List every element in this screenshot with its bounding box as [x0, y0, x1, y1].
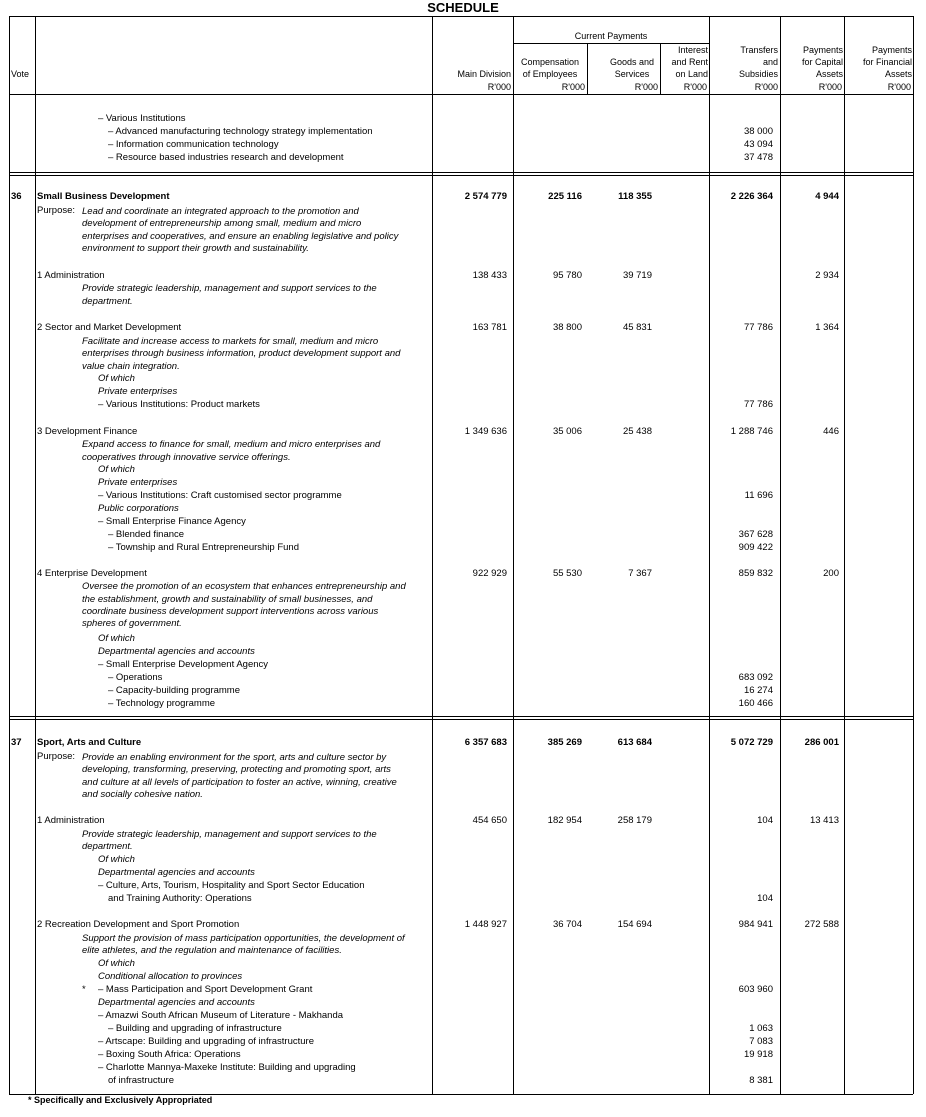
goods-services-value: 258 179: [617, 815, 652, 826]
row-text: Sport, Arts and Culture: [37, 737, 142, 748]
row-text: Public corporations: [98, 503, 179, 514]
unit-label: R'000: [634, 82, 658, 92]
section-divider: [9, 719, 913, 720]
row-text: 1 Administration: [37, 815, 105, 826]
row-text: Departmental agencies and accounts: [98, 997, 255, 1008]
transfers-value: 77 786: [743, 322, 773, 333]
main-division-value: 138 433: [472, 270, 507, 281]
row-text: – Blended finance: [108, 529, 185, 540]
row-text: and socially cohesive nation.: [82, 789, 203, 800]
transfers-value: 160 466: [738, 698, 773, 709]
capital-assets-value: 446: [823, 426, 839, 437]
row-text: – Boxing South Africa: Operations: [98, 1049, 241, 1060]
row-text: – Technology programme: [108, 698, 216, 709]
row-text: – Small Enterprise Development Agency: [98, 659, 269, 670]
row-text: developing, transforming, preserving, protecting and promoting sport, arts: [82, 764, 391, 775]
row-text: – Building and upgrading of infrastructure: [108, 1023, 282, 1034]
compensation-value: 55 530: [552, 568, 582, 579]
main-division-value: 922 929: [472, 568, 507, 579]
main-division-value: 1 448 927: [464, 919, 507, 930]
transfers-value: 859 832: [738, 568, 773, 579]
goods-services-value: 613 684: [617, 737, 652, 748]
row-text: – Charlotte Mannya-Maxeke Institute: Building and upgrading: [98, 1062, 356, 1073]
row-text: 4 Enterprise Development: [37, 568, 147, 579]
table-border-left: [9, 16, 10, 1094]
row-text: – Various Institutions: [98, 113, 186, 124]
page-title: SCHEDULE: [427, 0, 499, 15]
row-text: – Small Enterprise Finance Agency: [98, 516, 246, 527]
transfers-value: 7 083: [749, 1036, 773, 1047]
compensation-value: 35 006: [552, 426, 582, 437]
row-text: Of which: [98, 633, 135, 644]
transfers-value: 909 422: [738, 542, 773, 553]
row-text: 36: [11, 191, 22, 202]
compensation-value: 182 954: [547, 815, 582, 826]
row-text: 2 Sector and Market Development: [37, 322, 182, 333]
column-divider: [513, 16, 514, 1094]
row-text: department.: [82, 296, 133, 307]
row-text: Purpose:: [37, 205, 76, 216]
compensation-value: 36 704: [552, 919, 582, 930]
row-text: Support the provision of mass participation opportunities, the development of: [82, 933, 405, 944]
row-text: value chain integration.: [82, 361, 180, 372]
header-interest: Interest and Rent on Land: [671, 45, 708, 79]
footnote: * Specifically and Exclusively Appropriated: [28, 1095, 213, 1105]
header-current-payments: Current Payments: [574, 31, 648, 41]
goods-services-value: 39 719: [622, 270, 652, 281]
row-text: development of entrepreneurship among small, medium and micro: [82, 218, 362, 229]
header-divider: [9, 94, 913, 95]
unit-label: R'000: [561, 82, 585, 92]
row-text: – Various Institutions: Craft customised sector programme: [98, 490, 342, 501]
goods-services-value: 154 694: [617, 919, 652, 930]
column-divider: [780, 16, 781, 1094]
capital-assets-value: 272 588: [804, 919, 839, 930]
row-text: and Training Authority: Operations: [108, 893, 252, 904]
goods-services-value: 7 367: [628, 568, 652, 579]
row-text: Private enterprises: [98, 477, 178, 488]
transfers-value: 984 941: [738, 919, 773, 930]
transfers-value: 5 072 729: [730, 737, 773, 748]
row-text: – Information communication technology: [108, 139, 279, 150]
row-text: Of which: [98, 854, 135, 865]
header-transfers: Transfers and Subsidies: [738, 45, 778, 79]
transfers-value: 104: [757, 893, 773, 904]
row-text: 3 Development Finance: [37, 426, 138, 437]
row-text: – Artscape: Building and upgrading of infrastructure: [98, 1036, 314, 1047]
transfers-value: 2 226 364: [730, 191, 773, 202]
transfers-value: 11 696: [744, 490, 773, 501]
transfers-value: 1 288 746: [730, 426, 773, 437]
unit-label: R'000: [887, 82, 911, 92]
row-text: Provide an enabling environment for the sport, arts and culture sector by: [82, 752, 387, 763]
row-text: Provide strategic leadership, management and support services to the: [82, 829, 377, 840]
row-text: Private enterprises: [98, 386, 178, 397]
row-text: – Culture, Arts, Tourism, Hospitality and Sport Sector Education: [98, 880, 365, 891]
row-text: environment to support their growth and sustainability.: [82, 243, 309, 254]
row-text: – Various Institutions: Product markets: [98, 399, 260, 410]
capital-assets-value: 4 944: [815, 191, 839, 202]
row-text: coordinate business development support interventions across various: [82, 606, 379, 617]
unit-label: R'000: [487, 82, 511, 92]
capital-assets-value: 2 934: [815, 270, 839, 281]
row-text: Small Business Development: [37, 191, 170, 202]
section-divider: [9, 172, 913, 173]
row-text: of infrastructure: [108, 1075, 174, 1086]
transfers-value: 8 381: [749, 1075, 773, 1086]
transfers-value: 16 274: [743, 685, 773, 696]
main-division-value: 6 357 683: [464, 737, 507, 748]
goods-services-value: 118 355: [618, 191, 652, 202]
transfers-value: 38 000: [743, 126, 773, 137]
transfers-value: 43 094: [743, 139, 773, 150]
row-text: Provide strategic leadership, management and support services to the: [82, 283, 377, 294]
header-capital-assets: Payments for Capital Assets: [801, 45, 843, 79]
goods-services-value: 45 831: [622, 322, 652, 333]
goods-services-value: 25 438: [622, 426, 652, 437]
header-compensation: Compensation of Employees: [520, 57, 580, 79]
main-division-value: 163 781: [472, 322, 507, 333]
compensation-value: 385 269: [547, 737, 582, 748]
main-division-value: 2 574 779: [464, 191, 507, 202]
row-text: elite athletes, and the regulation and maintenance of facilities.: [82, 945, 342, 956]
column-divider: [844, 16, 845, 1094]
unit-label: R'000: [818, 82, 842, 92]
row-text: and culture at all levels of participation to foster an active, winning, creative: [82, 777, 397, 788]
row-text: Facilitate and increase access to markets for small, medium and micro: [82, 336, 379, 347]
row-text: cooperatives through innovative service offerings.: [82, 452, 291, 463]
transfers-value: 683 092: [738, 672, 773, 683]
header-goods-services: Goods and Services: [609, 57, 655, 79]
row-text: – Advanced manufacturing technology strategy implementation: [108, 126, 373, 137]
row-text: 1 Administration: [37, 270, 105, 281]
row-text: – Amazwi South African Museum of Literature - Makhanda: [98, 1010, 344, 1021]
column-divider: [432, 16, 433, 1094]
row-text: Of which: [98, 373, 135, 384]
transfers-value: 104: [757, 815, 773, 826]
row-text: department.: [82, 841, 133, 852]
row-text: – Capacity-building programme: [108, 685, 241, 696]
capital-assets-value: 200: [823, 568, 839, 579]
transfers-value: 367 628: [738, 529, 773, 540]
row-text: enterprises through business information, product development support and: [82, 348, 401, 359]
compensation-value: 225 116: [548, 191, 582, 202]
unit-label: R'000: [683, 82, 707, 92]
row-text: 2 Recreation Development and Sport Promotion: [37, 919, 240, 930]
table-border-right: [913, 16, 914, 1094]
row-text: *: [82, 984, 86, 995]
row-text: Lead and coordinate an integrated approach to the promotion and: [82, 206, 359, 217]
section-divider: [9, 716, 913, 717]
row-text: Of which: [98, 464, 135, 475]
row-text: spheres of government.: [82, 618, 182, 629]
capital-assets-value: 286 001: [804, 737, 839, 748]
header-main-division: Main Division: [457, 69, 511, 79]
transfers-value: 603 960: [738, 984, 773, 995]
row-text: – Operations: [108, 672, 163, 683]
column-divider: [709, 16, 710, 1094]
row-text: – Township and Rural Entrepreneurship Fund: [108, 542, 299, 553]
row-text: enterprises and cooperatives, and ensure an enabling legislative and policy: [82, 231, 399, 242]
transfers-value: 37 478: [743, 152, 773, 163]
transfers-value: 1 063: [749, 1023, 773, 1034]
row-text: Of which: [98, 958, 135, 969]
header-vote: Vote: [11, 69, 30, 79]
row-text: – Mass Participation and Sport Development Grant: [98, 984, 313, 995]
row-text: Expand access to finance for small, medium and micro enterprises and: [82, 439, 381, 450]
unit-label: R'000: [754, 82, 778, 92]
row-text: Conditional allocation to provinces: [98, 971, 243, 982]
column-divider: [35, 16, 36, 1094]
row-text: Oversee the promotion of an ecosystem that enhances entrepreneurship and: [82, 581, 406, 592]
row-text: Departmental agencies and accounts: [98, 646, 255, 657]
compensation-value: 95 780: [552, 270, 582, 281]
section-divider: [9, 175, 913, 176]
row-text: the establishment, growth and sustainability of small businesses, and: [82, 594, 373, 605]
row-text: – Resource based industries research and development: [108, 152, 344, 163]
compensation-value: 38 800: [552, 322, 582, 333]
transfers-value: 77 786: [743, 399, 773, 410]
capital-assets-value: 13 413: [809, 815, 839, 826]
row-text: 37: [11, 737, 22, 748]
capital-assets-value: 1 364: [815, 322, 839, 333]
row-text: Purpose:: [37, 751, 76, 762]
main-division-value: 454 650: [472, 815, 507, 826]
table-border-top: [9, 16, 913, 17]
header-financial-assets: Payments for Financial Assets: [862, 45, 912, 79]
transfers-value: 19 918: [743, 1049, 773, 1060]
main-division-value: 1 349 636: [464, 426, 507, 437]
row-text: Departmental agencies and accounts: [98, 867, 255, 878]
